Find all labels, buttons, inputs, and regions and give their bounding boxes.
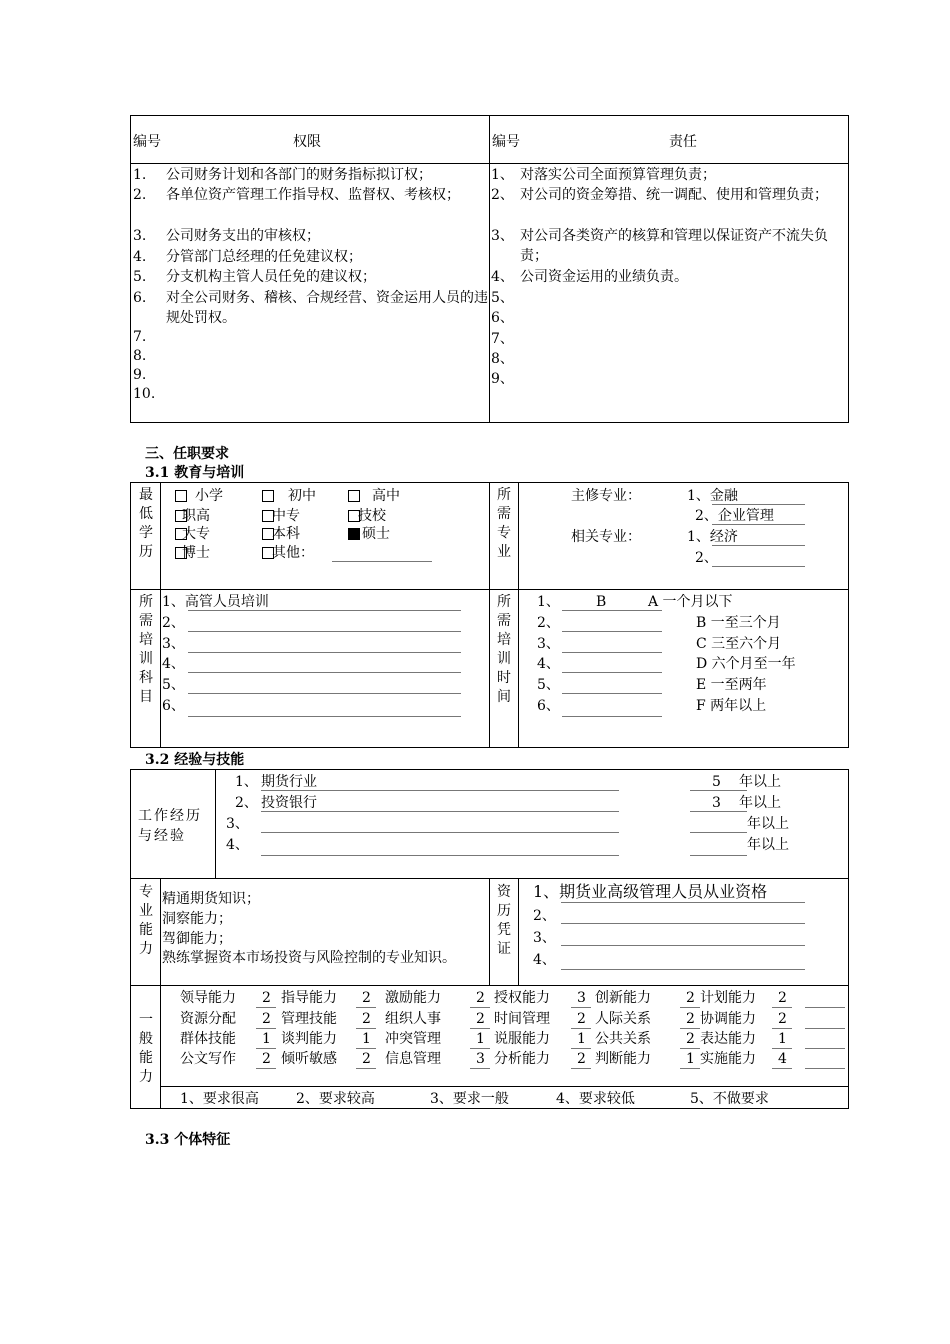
- ability-name: 资源分配: [180, 1011, 236, 1027]
- ability-level[interactable]: 2: [476, 990, 485, 1006]
- ability-name: 谈判能力: [281, 1031, 337, 1047]
- col-divider: [160, 878, 161, 1109]
- ability-level[interactable]: 1: [778, 1031, 787, 1047]
- professional-ability-label: 专业能力: [139, 884, 153, 957]
- responsibility-num: 6、: [491, 310, 514, 326]
- authority-text: 分支机构主管人员任免的建议权；: [166, 269, 376, 285]
- experience-unit: 年以上: [739, 774, 781, 790]
- work-experience-label: 工作经历与经验: [138, 808, 202, 844]
- ability-level-line: [571, 1048, 591, 1049]
- ability-level[interactable]: 2: [262, 1051, 271, 1067]
- ability-level[interactable]: 2: [686, 990, 695, 1006]
- authority-text: 分管部门总经理的任免建议权；: [166, 249, 362, 265]
- time-row-num: 5、: [537, 677, 560, 693]
- col-divider: [518, 878, 519, 985]
- ability-level[interactable]: 2: [476, 1011, 485, 1027]
- row-divider: [130, 985, 849, 986]
- time-line: [562, 672, 662, 673]
- ability-level[interactable]: 1: [476, 1031, 485, 1047]
- row-end-line: [805, 1048, 845, 1049]
- row-end-line: [805, 1028, 845, 1029]
- ability-name: 组织人事: [385, 1011, 441, 1027]
- major-line: [712, 504, 805, 505]
- option-label: 博士: [182, 545, 210, 561]
- ability-name: 指导能力: [281, 990, 337, 1006]
- min-education-label: 最低学历: [139, 487, 153, 560]
- ability-level[interactable]: 2: [362, 1011, 371, 1027]
- years-line: [690, 855, 747, 856]
- option-label: 职高: [182, 508, 210, 524]
- legend-item: 5、不做要求: [690, 1091, 769, 1107]
- checkbox-junior-high[interactable]: [262, 490, 274, 502]
- ability-level-line: [356, 1068, 376, 1069]
- section-3-3-title: 3.3 个体特征: [145, 1132, 231, 1148]
- ability-level-line: [470, 1068, 490, 1069]
- experience-line: [261, 855, 619, 856]
- section-3-2-title: 3.2 经验与技能: [145, 752, 245, 768]
- responsibility-num: 1、: [491, 167, 514, 183]
- experience-line: [261, 832, 619, 833]
- credential-line: [561, 923, 805, 924]
- ability-name: 计划能力: [700, 990, 756, 1006]
- training-subject: 5、: [162, 677, 185, 693]
- col-divider: [489, 878, 490, 985]
- ability-level-line: [680, 1068, 700, 1069]
- responsibility-text: 对落实公司全面预算管理负责；: [520, 167, 716, 183]
- ability-level[interactable]: 2: [686, 1011, 695, 1027]
- credentials-label: 资历凭证: [497, 884, 511, 957]
- ability-name: 倾听敏感: [281, 1051, 337, 1067]
- ability-name: 激励能力: [385, 990, 441, 1006]
- option-label: 硕士: [362, 526, 390, 542]
- ability-name: 授权能力: [494, 990, 550, 1006]
- authority-num: 1.: [133, 167, 147, 183]
- experience-unit: 年以上: [739, 795, 781, 811]
- ability-level-line: [470, 1007, 490, 1008]
- ability-level-line: [256, 1068, 276, 1069]
- responsibility-num: 9、: [491, 371, 514, 387]
- authority-num: 2.: [133, 187, 147, 203]
- ability-name: 协调能力: [700, 1011, 756, 1027]
- option-label: 技校: [358, 508, 386, 524]
- ability-level-line: [571, 1028, 591, 1029]
- ability-level-line: [571, 1068, 591, 1069]
- authority-num: 9.: [133, 367, 147, 383]
- authority-num: 7.: [133, 329, 147, 345]
- experience-num: 2、: [235, 795, 258, 811]
- major-line: [712, 545, 805, 546]
- legend-item: 3、要求一般: [430, 1091, 509, 1107]
- responsibility-num: 3、: [491, 228, 514, 244]
- authority-text: 公司财务支出的审核权；: [166, 228, 320, 244]
- ability-name: 公文写作: [180, 1051, 236, 1067]
- training-subject: 1、高管人员培训: [162, 594, 269, 610]
- authority-header-title: 权限: [293, 134, 321, 150]
- row-end-line: [805, 1068, 845, 1069]
- authority-text: 对全公司财务、稽核、合规经营、资金运用人员的违规处罚权。: [166, 290, 488, 326]
- ability-name: 判断能力: [595, 1051, 651, 1067]
- time-line: [562, 631, 662, 632]
- option-label: 本科: [272, 526, 300, 542]
- experience-line: [261, 790, 619, 791]
- training-subjects-label: 所需培训科目: [139, 594, 153, 705]
- ability-name: 信息管理: [385, 1051, 441, 1067]
- main-major-item: 2、企业管理: [695, 508, 774, 524]
- table-column-divider: [489, 115, 490, 423]
- ability-level-line: [772, 1068, 792, 1069]
- training-subject: 6、: [162, 698, 185, 714]
- ability-level[interactable]: 1: [362, 1031, 371, 1047]
- ability-name: 分析能力: [494, 1051, 550, 1067]
- time-option: F 两年以上: [696, 698, 767, 714]
- ability-level[interactable]: 2: [577, 1051, 586, 1067]
- ability-level-line: [470, 1028, 490, 1029]
- col-divider: [215, 769, 216, 878]
- credential-item: 3、: [533, 930, 556, 946]
- ability-level[interactable]: 2: [362, 1051, 371, 1067]
- ability-level-line: [256, 1048, 276, 1049]
- ability-level[interactable]: 2: [686, 1031, 695, 1047]
- responsibility-num: 2、: [491, 187, 514, 203]
- credential-line: [561, 902, 805, 903]
- subject-line: [188, 693, 461, 694]
- experience-num: 1、: [235, 774, 258, 790]
- ability-name: 人际关系: [595, 1011, 651, 1027]
- ability-name: 说服能力: [494, 1031, 550, 1047]
- col-divider: [518, 482, 519, 748]
- training-subject: 4、: [162, 656, 185, 672]
- subject-line: [188, 672, 461, 673]
- professional-line: 洞察能力；: [162, 911, 232, 927]
- legend-item: 1、要求很高: [180, 1091, 259, 1107]
- option-label: 初中: [288, 488, 316, 504]
- row-divider: [160, 1086, 849, 1087]
- time-row-num: 2、: [537, 615, 560, 631]
- experience-num: 4、: [226, 837, 249, 853]
- years-line: [690, 832, 747, 833]
- ability-name: 实施能力: [700, 1051, 756, 1067]
- credential-item: 4、: [533, 952, 556, 968]
- ability-level[interactable]: 2: [577, 1011, 586, 1027]
- ability-name: 时间管理: [494, 1011, 550, 1027]
- related-major-item: 2、: [695, 550, 718, 566]
- training-subject: 3、: [162, 636, 185, 652]
- credential-item: 2、: [533, 908, 556, 924]
- time-option: E 一至两年: [696, 677, 767, 693]
- ability-name: 表达能力: [700, 1031, 756, 1047]
- experience-years: 5: [712, 774, 721, 790]
- time-row-value: B: [596, 594, 607, 610]
- authority-num: 5.: [133, 269, 147, 285]
- related-major-item: 1、经济: [687, 529, 738, 545]
- ability-level-line: [356, 1048, 376, 1049]
- ability-level-line: [470, 1048, 490, 1049]
- time-row-num: 1、: [537, 594, 560, 610]
- ability-name: 创新能力: [595, 990, 651, 1006]
- ability-level[interactable]: 4: [778, 1051, 787, 1067]
- major-line: [712, 566, 805, 567]
- responsibility-header-title: 责任: [669, 134, 697, 150]
- responsibility-header-no: 编号: [492, 134, 520, 150]
- credential-line: [561, 945, 805, 946]
- ability-level-line: [680, 1007, 700, 1008]
- time-line: [562, 610, 662, 611]
- time-line: [562, 652, 662, 653]
- option-label: 大专: [182, 526, 210, 542]
- ability-name: 公共关系: [595, 1031, 651, 1047]
- time-row-num: 4、: [537, 656, 560, 672]
- time-line: [562, 716, 662, 717]
- ability-level[interactable]: 2: [778, 1011, 787, 1027]
- legend-item: 4、要求较低: [556, 1091, 635, 1107]
- authority-num: 4.: [133, 249, 147, 265]
- required-major-label: 所需专业: [497, 487, 511, 560]
- ability-level[interactable]: 3: [577, 990, 586, 1006]
- subject-line: [188, 652, 461, 653]
- general-ability-label: 一般能力: [139, 1012, 153, 1085]
- ability-level-line: [356, 1007, 376, 1008]
- checkbox-master-checked[interactable]: [348, 528, 360, 540]
- col-divider: [160, 482, 161, 748]
- authority-num: 6.: [133, 290, 147, 306]
- responsibility-text: 对公司各类资产的核算和管理以保证资产不流失负责；: [520, 228, 828, 264]
- subject-line: [188, 716, 461, 717]
- ability-name: 冲突管理: [385, 1031, 441, 1047]
- responsibility-text: 对公司的资金筹措、统一调配、使用和管理负责；: [520, 187, 828, 203]
- legend-item: 2、要求较高: [296, 1091, 375, 1107]
- time-option: D 六个月至一年: [696, 656, 796, 672]
- checkbox-high-school[interactable]: [348, 490, 360, 502]
- ability-level[interactable]: 1: [577, 1031, 586, 1047]
- authority-num: 10.: [133, 386, 156, 402]
- ability-level[interactable]: 1: [686, 1051, 695, 1067]
- training-time-label: 所需培训时间: [497, 594, 511, 705]
- responsibility-num: 5、: [491, 290, 514, 306]
- ability-level-line: [571, 1007, 591, 1008]
- subject-line: [188, 631, 461, 632]
- professional-line: 精通期货知识；: [162, 891, 260, 907]
- time-option: A 一个月以下: [648, 594, 733, 610]
- ability-level[interactable]: 2: [362, 990, 371, 1006]
- experience-text: 期货行业: [261, 774, 317, 790]
- experience-unit: 年以上: [747, 816, 789, 832]
- responsibility-num: 8、: [491, 351, 514, 367]
- option-label: 高中: [372, 488, 400, 504]
- ability-level-line: [356, 1028, 376, 1029]
- subject-line: [188, 610, 461, 611]
- ability-level-line: [680, 1048, 700, 1049]
- ability-level-line: [680, 1028, 700, 1029]
- experience-num: 3、: [226, 816, 249, 832]
- main-major-label: 主修专业：: [571, 488, 641, 504]
- other-input-line[interactable]: [332, 561, 432, 562]
- ability-level-line: [772, 1028, 792, 1029]
- option-label: 其他：: [272, 545, 314, 561]
- ability-level-line: [256, 1007, 276, 1008]
- ability-level[interactable]: 3: [476, 1051, 485, 1067]
- time-option: C 三至六个月: [696, 636, 782, 652]
- option-label: 中专: [272, 508, 300, 524]
- ability-level[interactable]: 2: [262, 1011, 271, 1027]
- responsibility-num: 4、: [491, 269, 514, 285]
- ability-level[interactable]: 2: [778, 990, 787, 1006]
- credential-item: 1、期货业高级管理人员从业资格: [533, 882, 768, 901]
- related-major-label: 相关专业：: [571, 529, 641, 545]
- time-line: [562, 693, 662, 694]
- experience-text: 投资银行: [261, 795, 317, 811]
- authority-num: 3.: [133, 228, 147, 244]
- ability-name: 管理技能: [281, 1011, 337, 1027]
- ability-level[interactable]: 2: [262, 990, 271, 1006]
- responsibility-num: 7、: [491, 331, 514, 347]
- ability-level-line: [772, 1048, 792, 1049]
- col-divider: [489, 482, 490, 748]
- credential-line: [561, 969, 805, 970]
- time-row-num: 3、: [537, 636, 560, 652]
- responsibility-text: 公司资金运用的业绩负责。: [520, 269, 688, 285]
- experience-unit: 年以上: [747, 837, 789, 853]
- ability-name: 领导能力: [180, 990, 236, 1006]
- ability-level-line: [772, 1007, 792, 1008]
- row-end-line: [805, 1007, 845, 1008]
- section-3-1-title: 3.1 教育与培训: [145, 465, 245, 481]
- time-row-num: 6、: [537, 698, 560, 714]
- section-title: 三、任职要求: [145, 446, 229, 462]
- ability-level[interactable]: 1: [262, 1031, 271, 1047]
- ability-name: 群体技能: [180, 1031, 236, 1047]
- main-major-item: 1、金融: [687, 488, 738, 504]
- authority-text: 公司财务计划和各部门的财务指标拟订权；: [166, 167, 432, 183]
- major-line: [712, 524, 805, 525]
- option-label: 小学: [195, 488, 223, 504]
- training-subject: 2、: [162, 615, 185, 631]
- experience-years: 3: [712, 795, 721, 811]
- professional-line: 驾御能力；: [162, 931, 232, 947]
- professional-line: 熟练掌握资本市场投资与风险控制的专业知识。: [162, 950, 456, 966]
- authority-text: 各单位资产管理工作指导权、监督权、考核权；: [166, 187, 460, 203]
- authority-header-no: 编号: [133, 134, 161, 150]
- checkbox-primary-school[interactable]: [175, 490, 187, 502]
- time-option: B 一至三个月: [696, 615, 781, 631]
- authority-num: 8.: [133, 348, 147, 364]
- experience-line: [261, 811, 619, 812]
- ability-level-line: [256, 1028, 276, 1029]
